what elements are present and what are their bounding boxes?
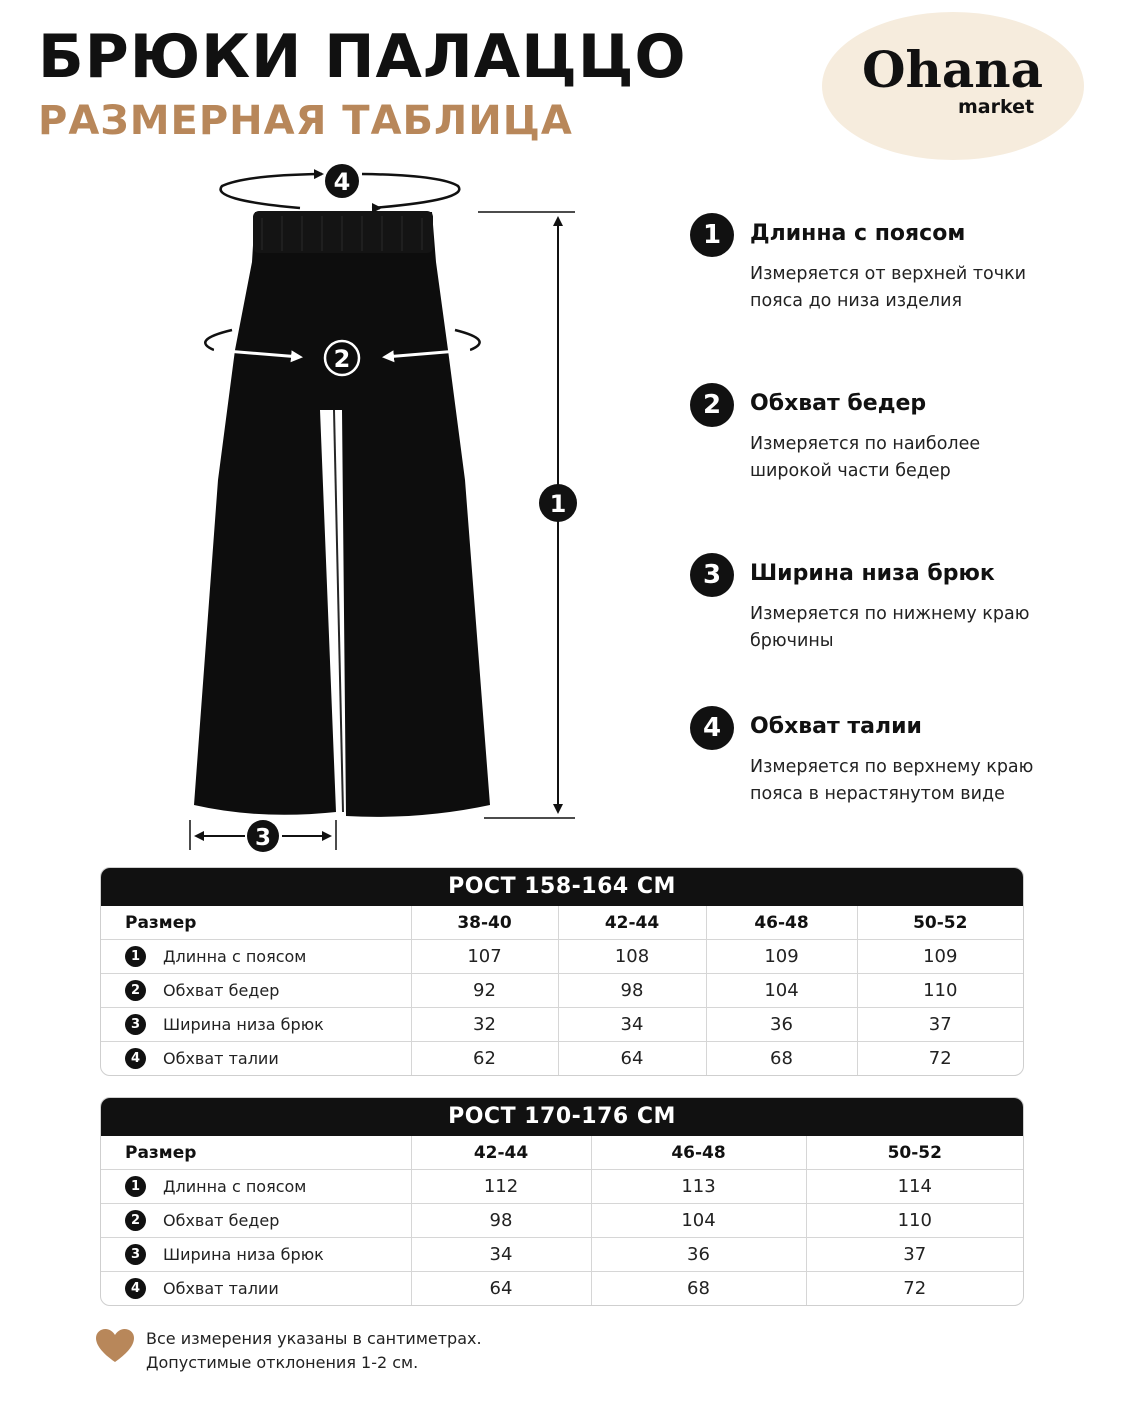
- table-cell: 92: [411, 974, 558, 1008]
- svg-text:4: 4: [333, 168, 351, 196]
- table-cell: 104: [591, 1204, 806, 1238]
- table-cell: 32: [411, 1008, 558, 1042]
- table-row: [101, 1272, 1023, 1306]
- row-label: Обхват талии: [163, 1279, 279, 1298]
- row-number: 1: [125, 946, 146, 967]
- table-cell: 114: [806, 1170, 1023, 1204]
- row-number: 4: [125, 1048, 146, 1069]
- table-cell: 104: [706, 974, 857, 1008]
- measurement-text: Измеряется от верхней точки пояса до низа изделия: [750, 264, 1027, 311]
- measurement-number: 1: [690, 213, 734, 257]
- table-cell: 36: [591, 1238, 806, 1272]
- table-cell: 36: [706, 1008, 857, 1042]
- table-row: [101, 1008, 1023, 1042]
- measurement-number: 4: [690, 706, 734, 750]
- table-cell: 110: [806, 1204, 1023, 1238]
- size-col: 50-52: [806, 1136, 1023, 1170]
- row-number: 3: [125, 1244, 146, 1265]
- table-cell: 109: [857, 940, 1023, 974]
- row-label: Ширина низа брюк: [163, 1015, 324, 1034]
- size-col: 42-44: [411, 1136, 591, 1170]
- measurement-title: Обхват талии: [750, 714, 922, 739]
- measurement-number: 2: [690, 383, 734, 427]
- table-cell: 108: [558, 940, 706, 974]
- size-row: [101, 1136, 1023, 1170]
- table-cell: 37: [857, 1008, 1023, 1042]
- table-cell: 68: [706, 1042, 857, 1076]
- table-row: [101, 940, 1023, 974]
- table-cell: 68: [591, 1272, 806, 1306]
- measurement-text: Измеряется по верхнему краю пояса в нерастянутом виде: [750, 757, 1034, 804]
- size-row: [101, 906, 1023, 940]
- row-number: 1: [125, 1176, 146, 1197]
- svg-text:2: 2: [333, 345, 351, 373]
- row-label: Длинна с поясом: [163, 947, 307, 966]
- table-row: [101, 974, 1023, 1008]
- waistband: [253, 211, 433, 253]
- svg-text:1: 1: [549, 490, 567, 518]
- row-label: Обхват бедер: [163, 981, 280, 1000]
- size-col: 38-40: [411, 906, 558, 940]
- heart-icon: [96, 1329, 134, 1363]
- table-cell: 112: [411, 1170, 591, 1204]
- footnote-line-1: Все измерения указаны в сантиметрах.: [146, 1329, 482, 1348]
- table-cell: 98: [558, 974, 706, 1008]
- size-col: 46-48: [706, 906, 857, 940]
- table-cell: 98: [411, 1204, 591, 1238]
- row-number: 2: [125, 1210, 146, 1231]
- size-col: 50-52: [857, 906, 1023, 940]
- table-cell: 37: [806, 1238, 1023, 1272]
- size-col: 42-44: [558, 906, 706, 940]
- table-cell: 107: [411, 940, 558, 974]
- table-cell: 34: [411, 1238, 591, 1272]
- table-cell: 72: [857, 1042, 1023, 1076]
- size-label: Размер: [125, 1142, 197, 1163]
- table-cell: 72: [806, 1272, 1023, 1306]
- table-cell: 113: [591, 1170, 806, 1204]
- size-label: Размер: [125, 912, 197, 933]
- row-number: 4: [125, 1278, 146, 1299]
- size-table-158-164: [100, 867, 1024, 1076]
- measurement-text: Измеряется по нижнему краю брючины: [750, 604, 1030, 651]
- svg-text:3: 3: [254, 825, 272, 851]
- page-subtitle: РАЗМЕРНАЯ ТАБЛИЦА: [38, 98, 573, 144]
- table-header: РОСТ 158-164 СМ: [101, 868, 1023, 906]
- row-number: 2: [125, 980, 146, 1001]
- row-number: 3: [125, 1014, 146, 1035]
- measurement-title: Ширина низа брюк: [750, 561, 995, 586]
- row-label: Обхват талии: [163, 1049, 279, 1068]
- table-cell: 34: [558, 1008, 706, 1042]
- footnote-line-2: Допустимые отклонения 1-2 см.: [146, 1353, 419, 1372]
- measurement-text: Измеряется по наиболее широкой части бедер: [750, 434, 981, 481]
- page-title: БРЮКИ ПАЛАЦЦО: [38, 22, 687, 92]
- size-col: 46-48: [591, 1136, 806, 1170]
- measurement-number: 3: [690, 553, 734, 597]
- brand-logo: [822, 12, 1084, 160]
- pants-illustration: [0, 150, 620, 860]
- row-label: Обхват бедер: [163, 1211, 280, 1230]
- table-row: [101, 1042, 1023, 1076]
- table-header: РОСТ 170-176 СМ: [101, 1098, 1023, 1136]
- size-table-170-176: [100, 1097, 1024, 1306]
- table-cell: 109: [706, 940, 857, 974]
- table-row: [101, 1170, 1023, 1204]
- table-cell: 64: [411, 1272, 591, 1306]
- table-cell: 110: [857, 974, 1023, 1008]
- table-cell: 62: [411, 1042, 558, 1076]
- table-row: [101, 1238, 1023, 1272]
- measurement-title: Длинна с поясом: [750, 221, 966, 246]
- logo-sub: market: [958, 96, 1035, 118]
- table-row: [101, 1204, 1023, 1238]
- logo-name: Ohana: [862, 40, 1044, 99]
- row-label: Длинна с поясом: [163, 1177, 307, 1196]
- row-label: Ширина низа брюк: [163, 1245, 324, 1264]
- table-cell: 64: [558, 1042, 706, 1076]
- measurement-title: Обхват бедер: [750, 391, 927, 416]
